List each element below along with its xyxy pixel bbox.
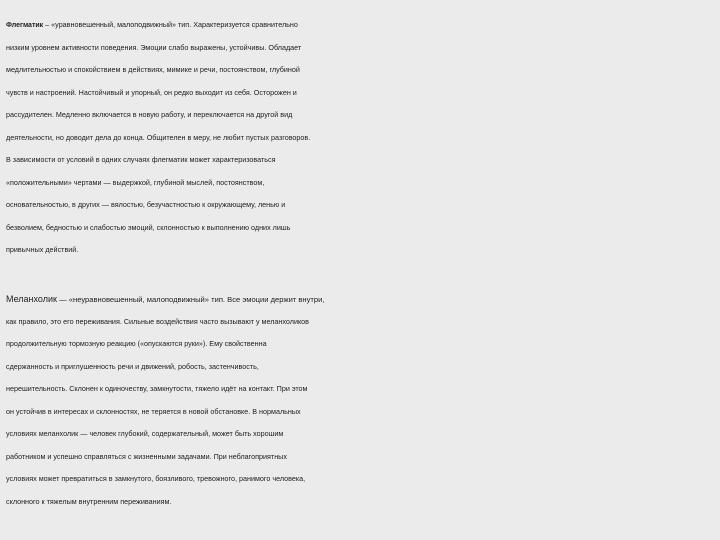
line-text: — «неуравновешенный, малоподвижный» тип. Все эмоции держит внутри,: [56, 295, 325, 304]
text-line: условиях меланхолик — человек глубокий, содержательный, может быть хорошим: [6, 429, 284, 438]
text-line: привычных действий.: [6, 245, 79, 254]
term-phlegmatic: Флегматик: [6, 22, 44, 29]
text-line: сдержанность и приглушенность речи и движений, робость, застенчивость,: [6, 361, 259, 371]
term-melancholic: Меланхолик: [6, 294, 57, 304]
text-line: основательностью, в других — вялостью, безучастностью к окружающему, ленью и: [6, 200, 286, 209]
text-line: деятельности, но доводит дела до конца. Общителен в меру, не любит пустых разговоров.: [6, 132, 311, 142]
melancholic-paragraph: [6, 288, 716, 513]
text-line: он устойчив в интересах и склонностях, не теряется в новой обстановке. В нормальных: [6, 406, 301, 416]
text-line: склонного к тяжелым внутренним переживаниям.: [6, 496, 172, 506]
text-line: В зависимости от условий в одних случаях флегматик может характеризоваться: [6, 155, 276, 164]
phlegmatic-paragraph: [6, 14, 716, 262]
line-text: – «уравновешенный, малоподвижный» тип. Характеризуется сравнительно: [43, 20, 298, 29]
text-line: продолжительную тормозную реакцию («опускаются руки»). Ему свойственна: [6, 339, 267, 348]
text-line: безволием, бедностью и слабостью эмоций, склонностью к выполнению одних лишь: [6, 222, 291, 232]
text-line: «положительными» чертами — выдержкой, глубиной мыслей, постоянством,: [6, 177, 265, 187]
text-line: нерешительность. Склонен к одиночеству, замкнутости, тяжело идёт на контакт. При этом: [6, 384, 308, 393]
text-line: рассудителен. Медленно включается в новую работу, и переключается на другой вид: [6, 110, 293, 119]
text-line: [6, 288, 716, 311]
text-line: как правило, это его переживания. Сильные воздействия часто вызывают у меланхоликов: [6, 316, 310, 326]
text-line: условиях может превратиться в замкнутого, боязливого, тревожного, ранимого человека,: [6, 474, 306, 483]
text-line: медлительностью и спокойствием в действиях, мимике и речи, постоянством, глубиной: [6, 65, 300, 74]
text-line: чувств и настроений. Настойчивый и упорный, он редко выходит из себя. Осторожен и: [6, 87, 297, 97]
text-line: [6, 14, 716, 37]
text-line: работником и успешно справляться с жизненными задачами. При неблагоприятных: [6, 451, 287, 461]
text-line: низким уровнем активности поведения. Эмоции слабо выражены, устойчивы. Обладает: [6, 42, 302, 52]
